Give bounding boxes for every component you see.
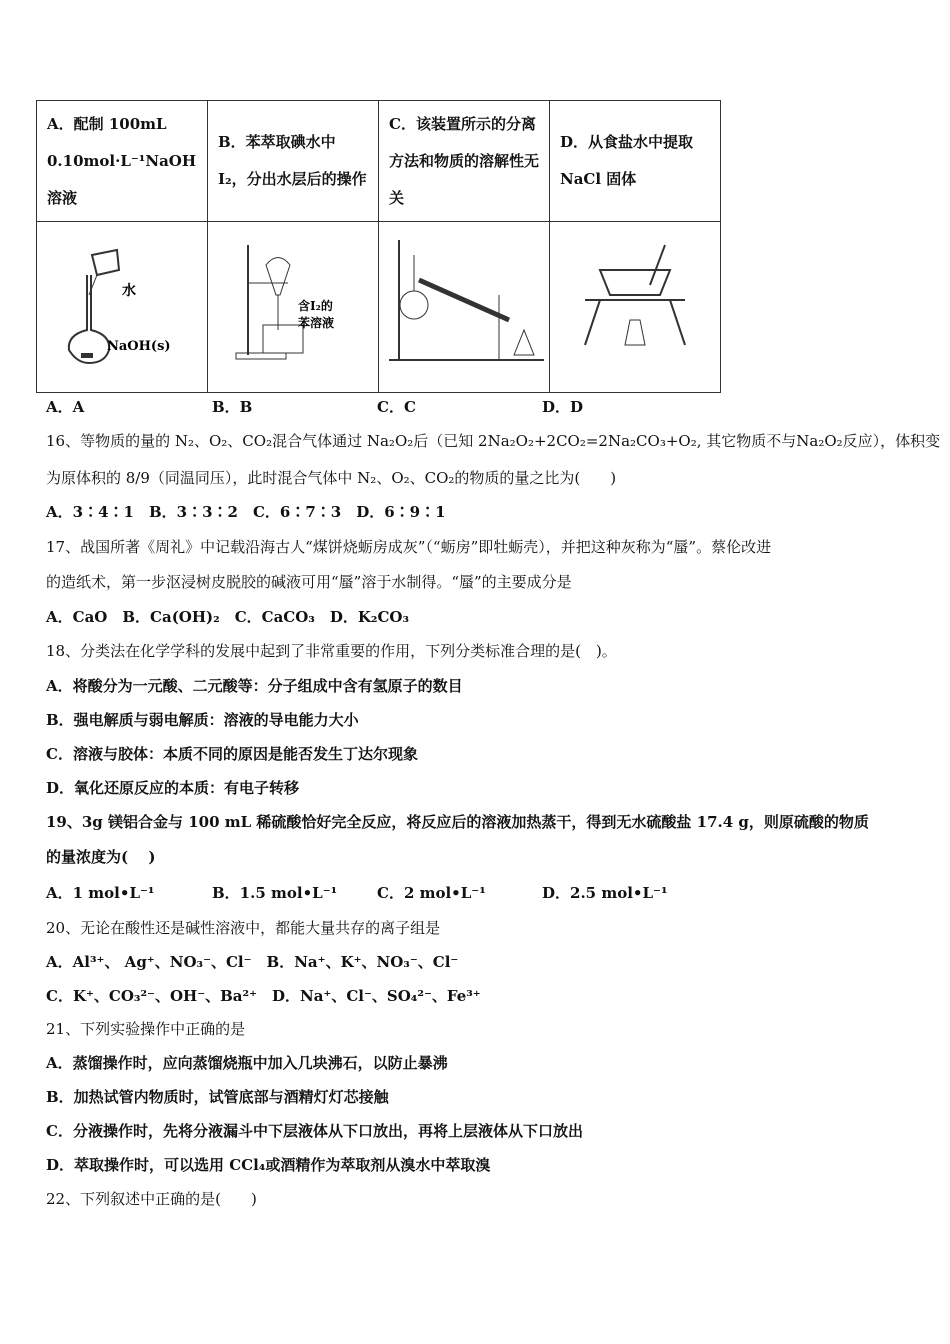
q20-options-ab: A．Al³⁺、 Ag⁺、NO₃⁻、Cl⁻ B．Na⁺、K⁺、NO₃⁻、Cl⁻ [46,953,459,971]
option: B．B [212,398,253,416]
q18-option-c: C．溶液与胶体：本质不同的原因是能否发生丁达尔现象 [46,745,418,763]
q15-table [36,100,721,393]
q18-option-d: D．氧化还原反应的本质：有电子转移 [46,779,300,797]
q18-stem: 18、分类法在化学学科的发展中起到了非常重要的作用，下列分类标准合理的是( )。 [46,642,617,660]
cell-d: D．从食盐水中提取 NaCl 固体 [550,101,721,222]
q18-option-a: A．将酸分为一元酸、二元酸等：分子组成中含有氢原子的数目 [46,677,463,695]
figure-d [550,222,721,393]
option: D．D [542,398,584,416]
volumetric-flask-figure [47,235,197,365]
figure-b [208,222,379,393]
q20-stem: 20、无论在酸性还是碱性溶液中，都能大量共存的离子组是 [46,919,441,937]
q17-options: A．CaO B．Ca(OH)₂ C．CaCO₃ D．K₂CO₃ [46,608,410,626]
q21-option-d: D．萃取操作时，可以选用 CCl₄或酒精作为萃取剂从溴水中萃取溴 [46,1156,491,1174]
figure-c [379,222,550,393]
option: C．C [377,398,416,416]
distillation-figure [379,235,549,365]
svg-text:含I₂的: 含I₂的 [298,299,333,313]
q17-line2: 的造纸术，第一步沤浸树皮脱胶的碱液可用“蜃”溶于水制得。“蜃”的主要成分是 [46,573,572,591]
svg-text:NaOH(s): NaOH(s) [107,339,171,354]
q16-line1: 16、等物质的量的 N₂、O₂、CO₂混合气体通过 Na₂O₂后（已知 2Na₂O₂+2CO₂=2Na₂CO₃+O₂, 其它物质不与Na₂O₂反应），体积变 [46,432,941,450]
q21-option-a: A．蒸馏操作时，应向蒸馏烧瓶中加入几块沸石，以防止暴沸 [46,1054,448,1072]
q16-options: A．3∶4∶1 B．3∶3∶2 C．6∶7∶3 D．6∶9∶1 [46,503,446,521]
q16-line2: 为原体积的 8/9（同温同压），此时混合气体中 N₂、O₂、CO₂的物质的量之比为( ) [46,469,617,487]
option: A．A [46,398,85,416]
option: D．2.5 mol•L⁻¹ [542,884,668,902]
q21-stem: 21、下列实验操作中正确的是 [46,1020,246,1038]
q17-line1: 17、战国所著《周礼》中记载沿海古人“煤饼烧蛎房成灰”（“蛎房”即牡蛎壳），并把这种灰称为“蜃”。蔡伦改进 [46,538,772,556]
option: C．2 mol•L⁻¹ [377,884,486,902]
svg-text:苯溶液: 苯溶液 [298,316,335,330]
evaporation-figure [560,235,710,365]
option: A．1 mol•L⁻¹ [46,884,155,902]
cell-c: C．该装置所示的分离方法和物质的溶解性无关 [379,101,550,222]
figure-a [37,222,208,393]
option: B．1.5 mol•L⁻¹ [212,884,338,902]
q20-options-cd: C．K⁺、CO₃²⁻、OH⁻、Ba²⁺ D．Na⁺、Cl⁻、SO₄²⁻、Fe³⁺ [46,987,481,1005]
q21-option-c: C．分液操作时，先将分液漏斗中下层液体从下口放出，再将上层液体从下口放出 [46,1122,583,1140]
svg-text:水: 水 [122,283,136,299]
cell-b: B．苯萃取碘水中 I₂，分出水层后的操作 [208,101,379,222]
cell-a: A．配制 100mL 0.10mol·L⁻¹NaOH 溶液 [37,101,208,222]
q19-line2: 的量浓度为( ) [46,848,156,866]
q18-option-b: B．强电解质与弱电解质：溶液的导电能力大小 [46,711,359,729]
q19-line1: 19、3g 镁铝合金与 100 mL 稀硫酸恰好完全反应，将反应后的溶液加热蒸干，得到无水硫酸盐 17.4 g，则原硫酸的物质 [46,813,869,831]
q22-stem: 22、下列叙述中正确的是( ) [46,1190,257,1208]
q21-option-b: B．加热试管内物质时，试管底部与酒精灯灯芯接触 [46,1088,389,1106]
separatory-funnel-figure [218,235,368,365]
